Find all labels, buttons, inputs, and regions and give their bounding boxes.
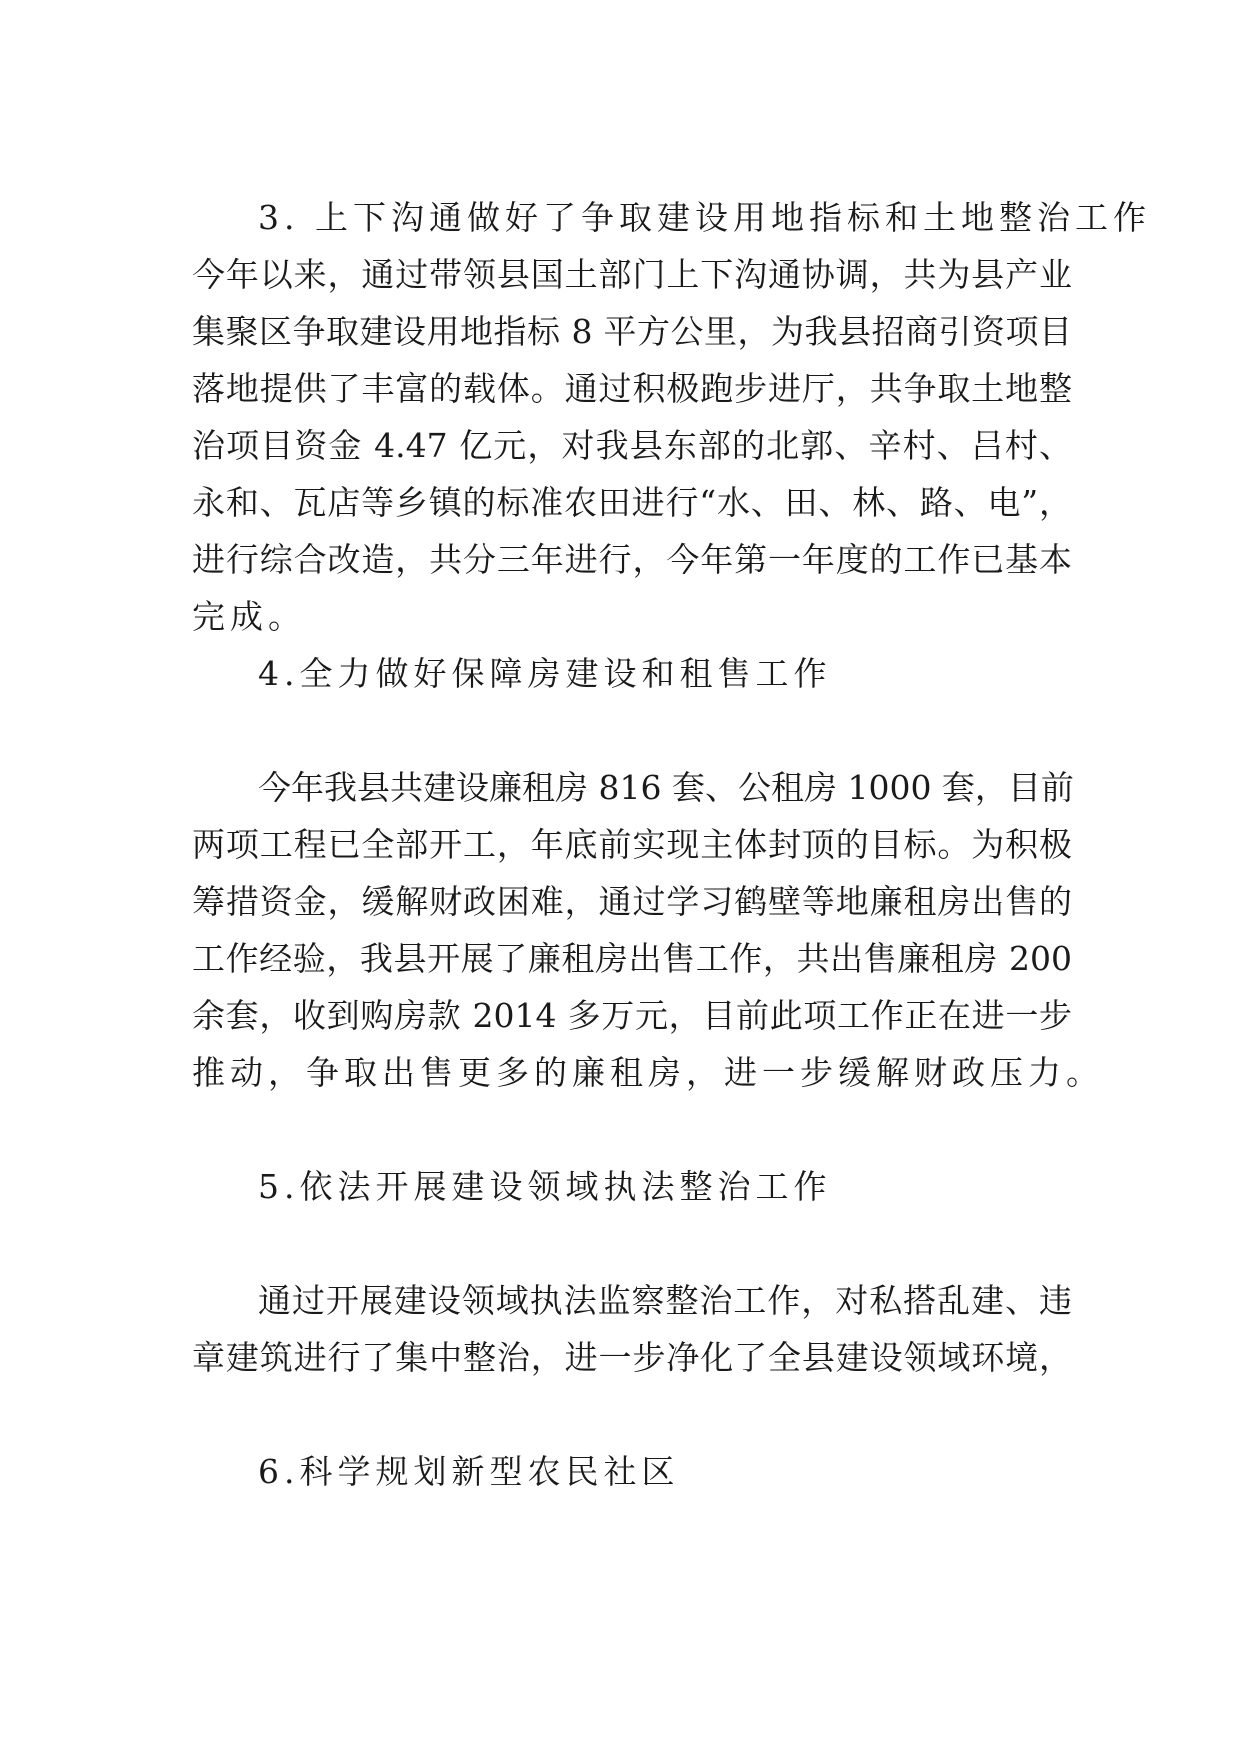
section-3-line-5: 永和、瓦店等乡镇的标准农田进行“水、田、林、路、电”， [192,483,1072,522]
section-5-line-1: 通过开展建设领域执法监察整治工作，对私搭乱建、违 [258,1281,1072,1320]
section-4-line-2: 两项工程已全部开工，年底前实现主体封顶的目标。为积极 [192,825,1072,864]
section-6-heading: 6.科学规划新型农民社区 [258,1452,680,1491]
section-3-line-3: 落地提供了丰富的载体。通过积极跑步进厅，共争取土地整 [192,369,1072,408]
section-3-line-7: 完成。 [192,597,306,636]
section-4-line-6: 推动，争取出售更多的廉租房，进一步缓解财政压力。 [192,1053,1104,1092]
section-3-line-1: 今年以来，通过带领县国土部门上下沟通协调，共为县产业 [192,255,1072,294]
section-4-line-4: 工作经验，我县开展了廉租房出售工作，共出售廉租房 200 [192,939,1072,978]
section-3-line-6: 进行综合改造，共分三年进行，今年第一年度的工作已基本 [192,540,1072,579]
section-3-line-2: 集聚区争取建设用地指标 8 平方公里，为我县招商引资项目 [192,312,1072,351]
section-3-heading: 3. 上下沟通做好了争取建设用地指标和土地整治工作 [258,198,1151,237]
section-3-line-4: 治项目资金 4.47 亿元，对我县东部的北郭、辛村、吕村、 [192,426,1072,465]
section-5-line-2: 章建筑进行了集中整治，进一步净化了全县建设领域环境， [192,1338,1072,1377]
section-4-line-3: 筹措资金，缓解财政困难，通过学习鹤壁等地廉租房出售的 [192,882,1072,921]
section-4-line-1: 今年我县共建设廉租房 816 套、公租房 1000 套，目前 [258,768,1074,807]
section-4-line-5: 余套，收到购房款 2014 多万元，目前此项工作正在进一步 [192,996,1072,1035]
section-4-heading: 4.全力做好保障房建设和租售工作 [258,654,832,693]
section-5-heading: 5.依法开展建设领域执法整治工作 [258,1167,832,1206]
